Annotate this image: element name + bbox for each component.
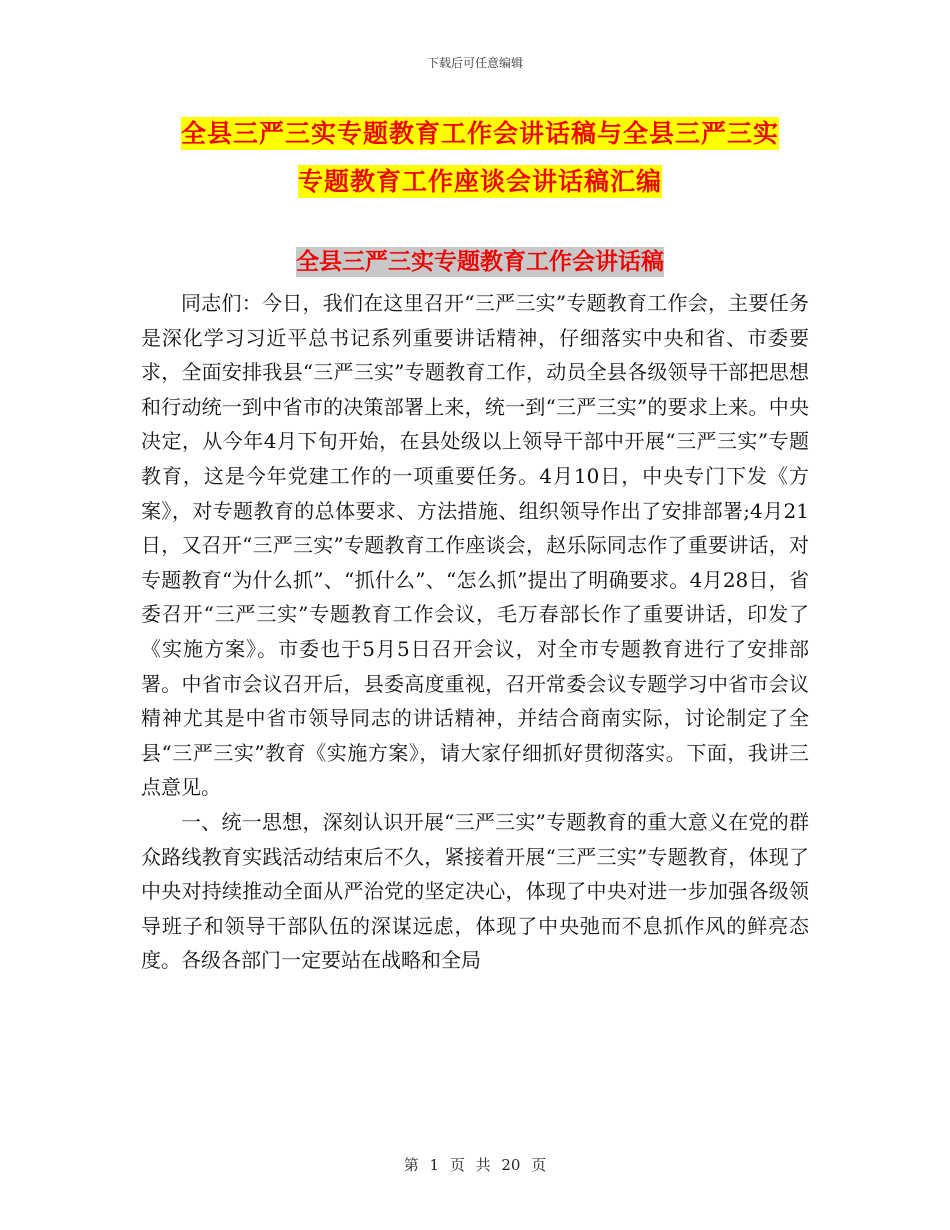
page-footer: 第 1 页 共 20 页: [403, 1156, 547, 1174]
page-header-note: 下载后可任意编辑: [426, 56, 523, 70]
body-paragraph-1: 同志们：今日，我们在这里召开“三严三实”专题教育工作会，主要任务是深化学习习近平总书记系列重要讲话精神，仔细落实中央和省、市委要求，全面安排我县“三严三实”专题教育工作，动员全县各级领导干部把思想和行动统一到中省市的决策部署上来，统一到“三严三实”的要求上来。中央决定，从今年4月下旬开始，在县处级以上领导干部中开展“三严三实”专题教育，这是今年党建工作的一项重要任务。4月10日，中央专门下发《方案》，对专题教育的总体要求、方法措施、组织领导作出了安排部署;4月21日，又召开“三严三实”专题教育工作座谈会，赵乐际同志作了重要讲话，对专题教育“为什么抓”、“抓什么”、“怎么抓”提出了明确要求。4月28日，省委召开“三严三实”专题教育工作会议，毛万春部长作了重要讲话，印发了《实施方案》。市委也于5月5日召开会议，对全市专题教育进行了安排部署。中省市会议召开后，县委高度重视，召开常委会议专题学习中省市会议精神尤其是中省市领导同志的讲话精神，并结合商南实际，讨论制定了全县“三严三实”教育《实施方案》，请大家仔细抓好贯彻落实。下面，我讲三点意见。: [141, 291, 809, 800]
document-title-line-2: 专题教育工作座谈会讲话稿汇编: [297, 167, 662, 196]
section-title: [140, 244, 820, 280]
document-body: [141, 286, 809, 978]
document-title: [140, 110, 820, 206]
section-title-text: 全县三严三实专题教育工作会讲话稿: [296, 249, 664, 275]
body-paragraph-2: 一、统一思想，深刻认识开展“三严三实”专题教育的重大意义在党的群众路线教育实践活动结束后不久，紧接着开展“三严三实”专题教育，体现了中央对持续推动全面从严治党的坚定决心，体现了中央对进一步加强各级领导班子和领导干部队伍的深谋远虑，体现了中央弛而不息抓作风的鲜亮态度。各级各部门一定要站在战略和全局: [141, 809, 809, 973]
document-title-line-1: 全县三严三实专题教育工作会讲话稿与全县三严三实: [180, 119, 779, 148]
